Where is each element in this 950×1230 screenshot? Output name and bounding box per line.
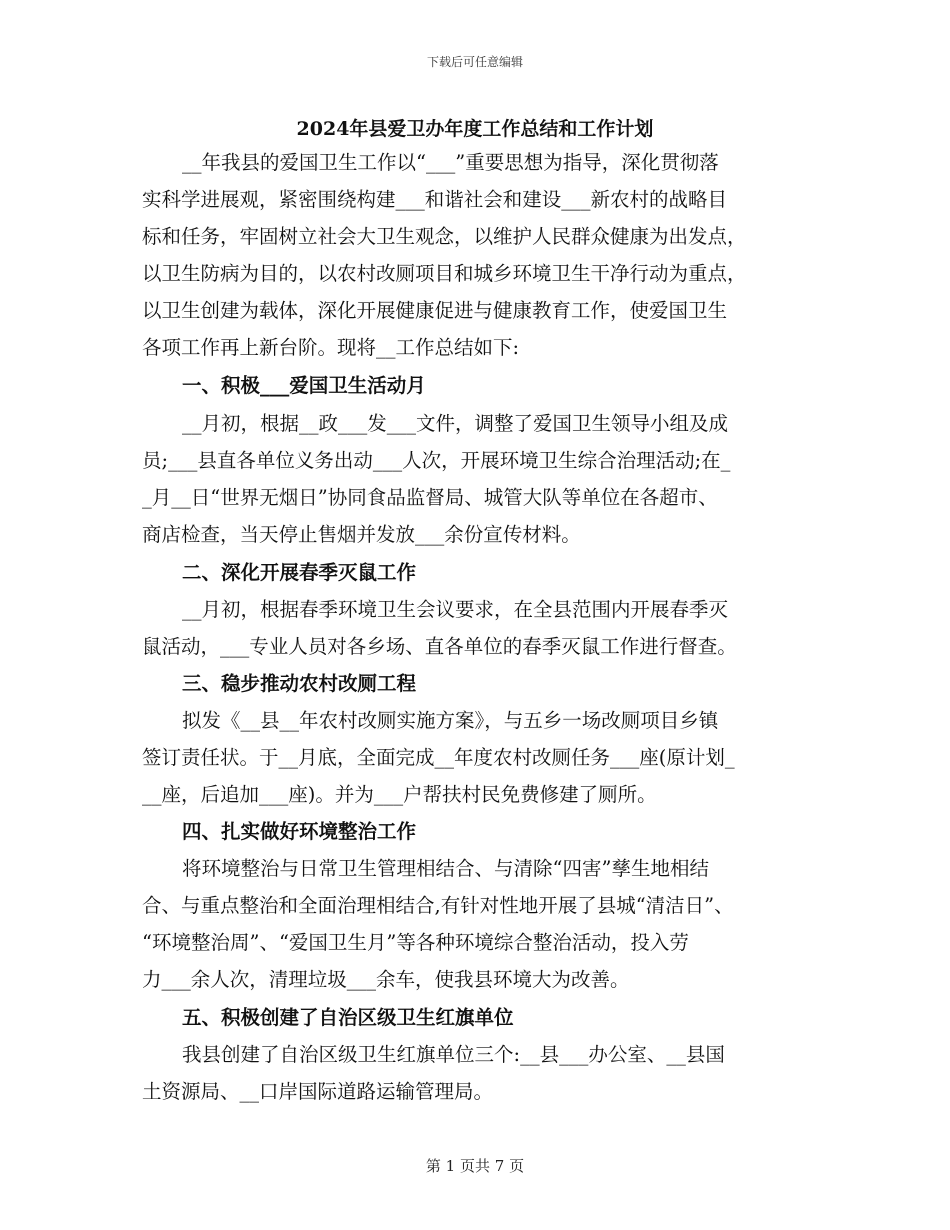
paragraph-line: __月初，根据春季环境卫生会议要求，在全县范围内开展春季灭 [182,598,729,621]
paragraph-line: 商店检查，当天停止售烟并发放___余份宣传材料。 [142,523,581,546]
paragraph-line: __月初，根据__政___发___文件，调整了爱国卫生领导小组及成 [182,412,729,435]
paragraph-line: 鼠活动，___专业人员对各乡场、直各单位的春季灭鼠工作进行督查。 [142,635,737,658]
paragraph-line: 将环境整治与日常卫生管理相结合、与清除“四害”孳生地相结 [182,857,709,880]
section-heading: 三、稳步推动农村改厕工程 [182,672,417,695]
paragraph-line: _月__日“世界无烟日”协同食品监督局、城管大队等单位在各超市、 [142,486,718,509]
paragraph-line: 我县创建了自治区级卫生红旗单位三个:__县___办公室、__县国 [182,1043,725,1066]
paragraph-line: 拟发《__县__年农村改厕实施方案》，与五乡一场改厕项目乡镇 [182,709,719,732]
paragraph-line: 力___余人次，清理垃圾___余车，使我县环境大为改善。 [142,968,630,991]
paragraph-line: “环境整治周”、“爱国卫生月”等各种环境综合整治活动，投入劳 [142,931,689,954]
paragraph-line: 以卫生防病为目的，以农村改厕项目和城乡环境卫生干净行动为重点， [142,262,747,285]
paragraph-line: 签订责任状。于__月底，全面完成__年度农村改厕任务___座(原计划_ [142,746,735,769]
paragraph-line: 土资源局、__口岸国际道路运输管理局。 [142,1080,494,1103]
paragraph-line: 合、与重点整治和全面治理相结合,有针对性地开展了县城“清洁日”、 [142,894,734,917]
paragraph-line: __座，后追加___座)。并为___户帮扶村民免费修建了厕所。 [142,783,657,806]
section-heading: 二、深化开展春季灭鼠工作 [182,561,417,584]
paragraph-line: 实科学进展观，紧密围绕构建___和谐社会和建设___新农村的战略目 [142,188,728,211]
section-heading: 一、积极___爱国卫生活动月 [182,374,426,397]
section-heading: 五、积极创建了自治区级卫生红旗单位 [182,1006,514,1029]
paragraph-line: 各项工作再上新台阶。现将__工作总结如下: [142,336,520,359]
paragraph-line: 标和任务，牢固树立社会大卫生观念，以维护人民群众健康为出发点， [142,225,747,248]
paragraph-line: __年我县的爱国卫生工作以“___”重要思想为指导，深化贯彻落 [182,151,719,174]
header-note: 下载后可任意编辑 [426,55,523,69]
document-title: 2024年县爱卫办年度工作总结和工作计划 [296,118,654,140]
paragraph-line: 员;___县直各单位义务出动___人次，开展环境卫生综合治理活动;在_ [142,449,731,472]
page-footer: 第 1 页共 7 页 [425,1157,525,1175]
paragraph-line: 以卫生创建为载体，深化开展健康促进与健康教育工作，使爱国卫生 [142,299,728,322]
section-heading: 四、扎实做好环境整治工作 [182,820,417,843]
